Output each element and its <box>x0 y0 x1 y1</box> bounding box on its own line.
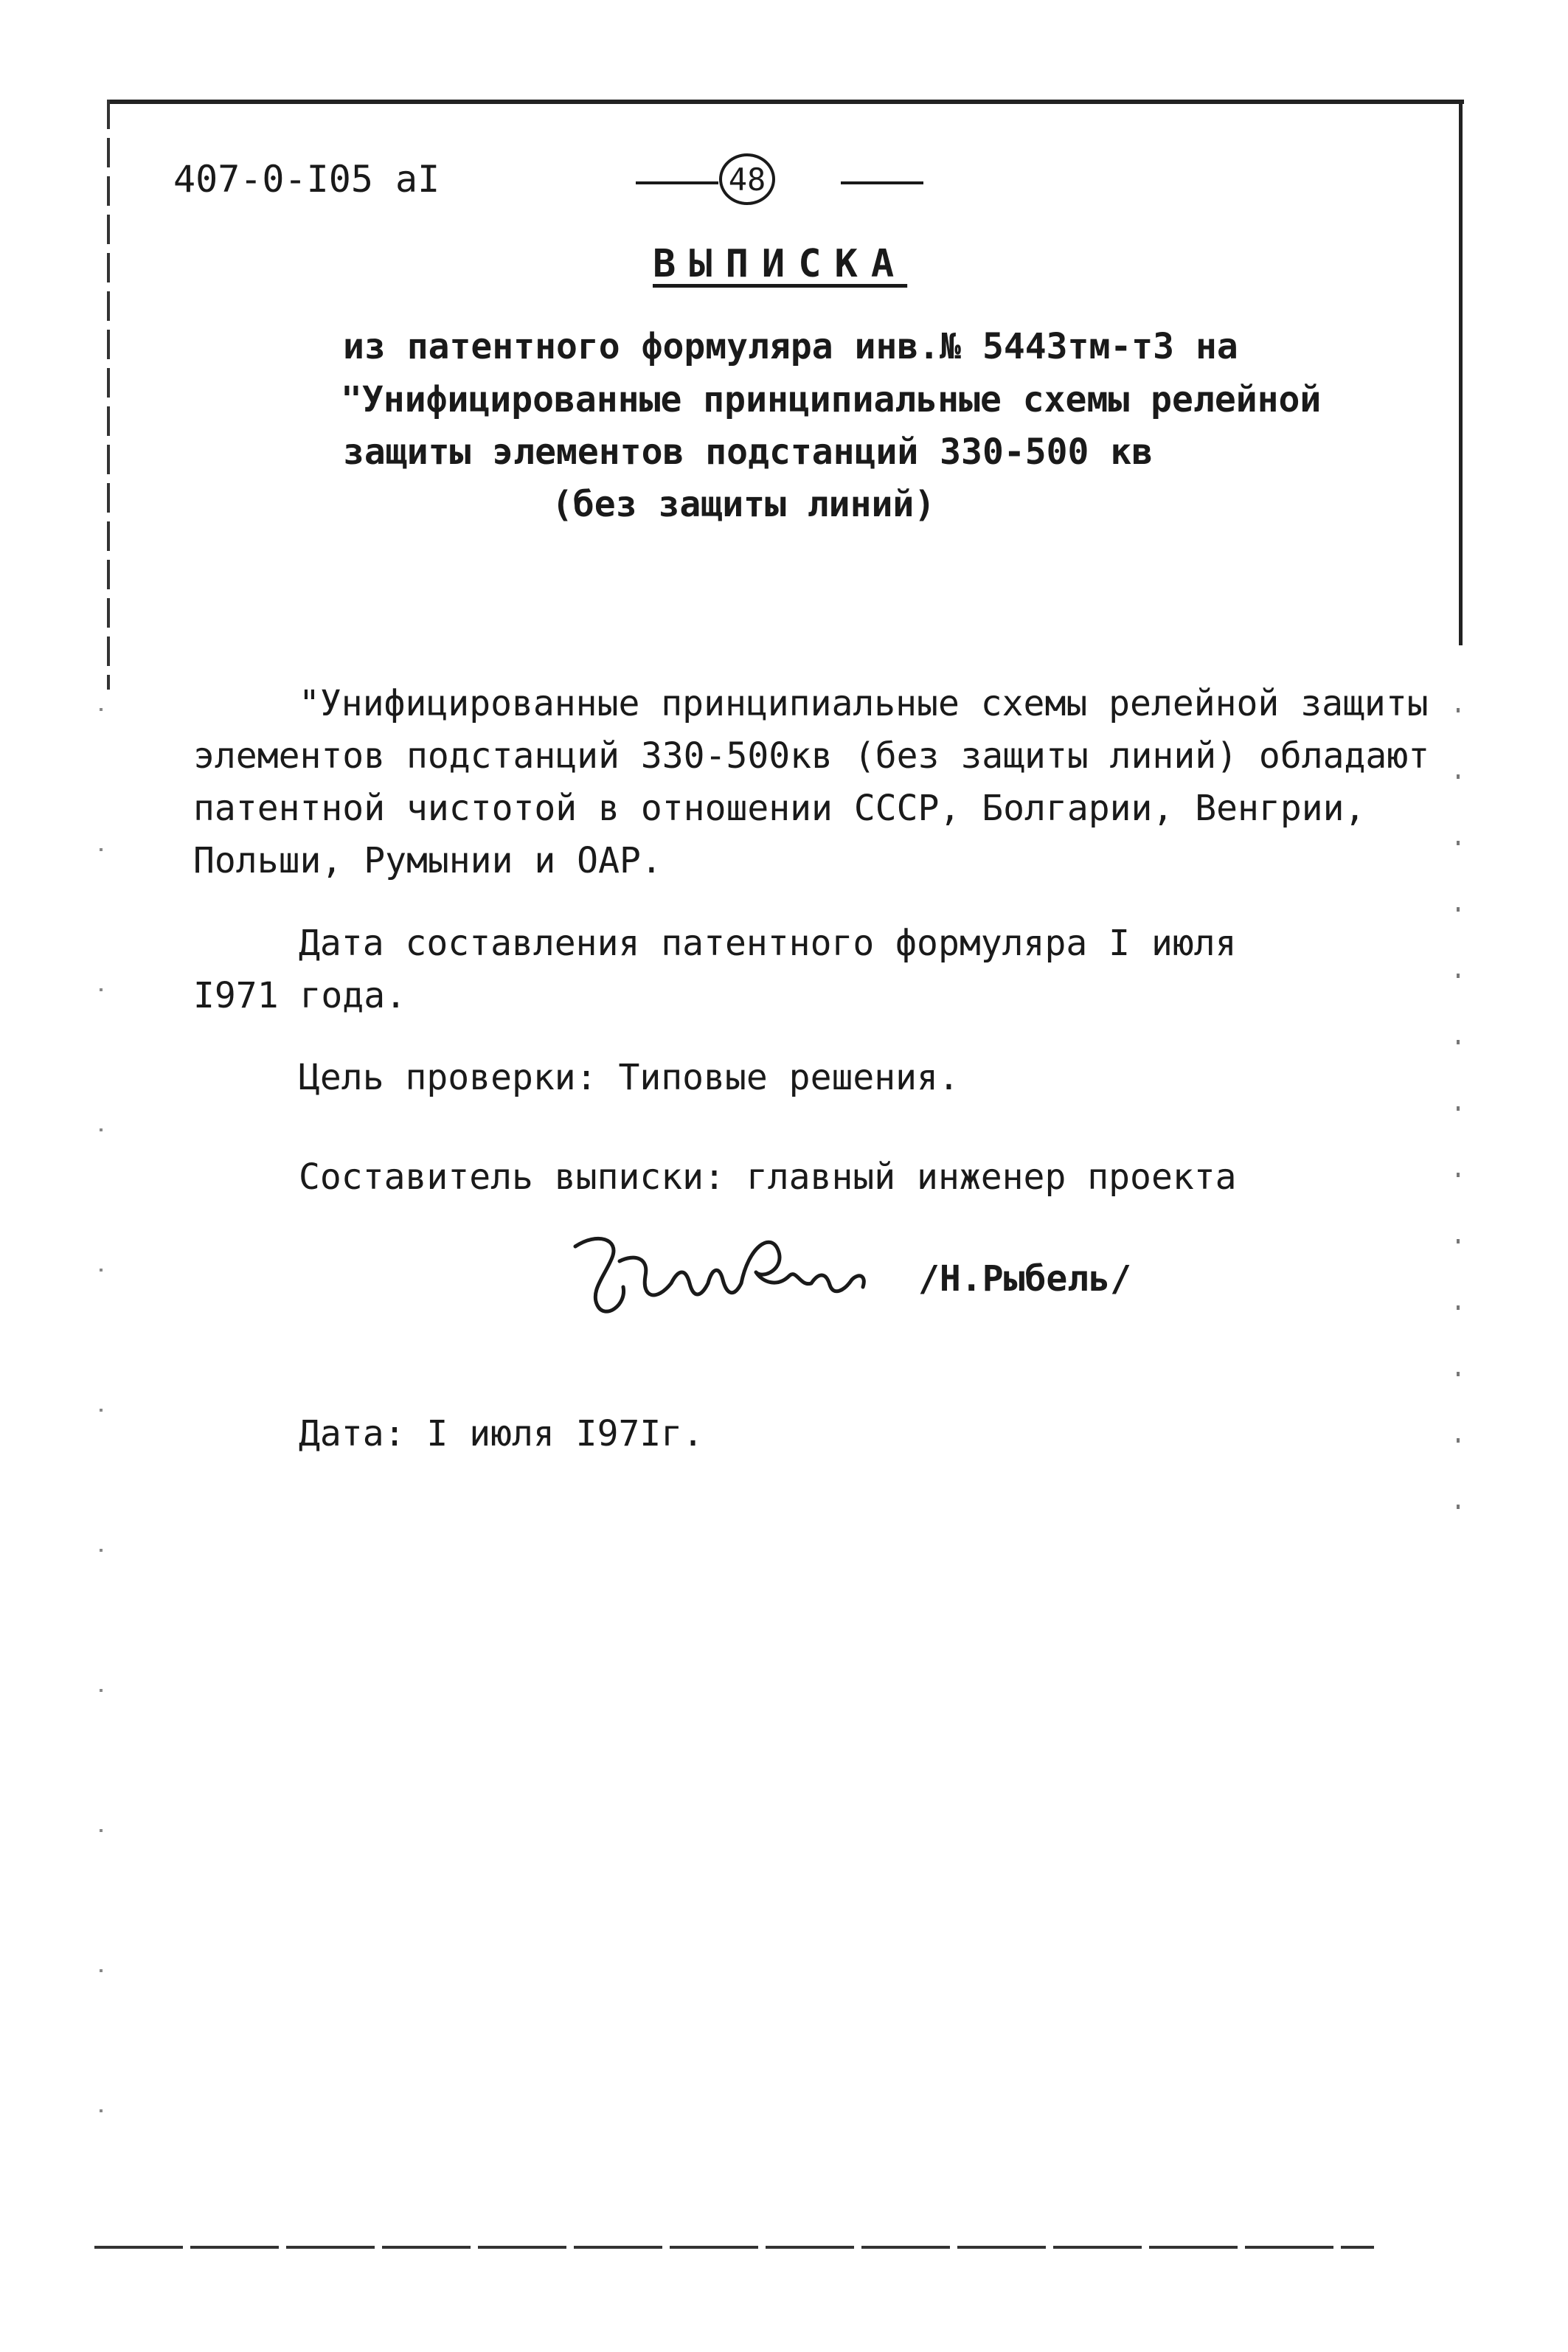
compile-date-line-1: Дата составления патентного формуляра I июля <box>299 923 1237 964</box>
purpose-line: Цель проверки: Типовые решения. <box>299 1057 960 1098</box>
margin-dots-left <box>100 708 103 2220</box>
subtitle-line-2: "Унифицированные принципиальные схемы релейной <box>341 379 1322 420</box>
body-line-3: патентной чистотой в отношении СССР, Болгарии, Венгрии, <box>193 788 1366 829</box>
document-number: 407-0-I05 aI <box>173 158 440 201</box>
subtitle-line-1: из патентного формуляра инв.№ 5443тм-т3 на <box>343 326 1238 367</box>
handwritten-signature <box>568 1217 907 1328</box>
signature-name: /Н.Рыбель/ <box>918 1258 1131 1300</box>
frame-left-border <box>107 100 110 690</box>
body-line-2: элементов подстанций 330-500кв (без защиты линий) обладают <box>193 735 1430 777</box>
document-title: ВЫПИСКА <box>653 242 908 286</box>
page-number-dash-left <box>636 181 718 184</box>
page-number: 48 <box>719 153 775 205</box>
page-number-dash-right <box>841 181 923 184</box>
frame-bottom-border <box>94 2246 1374 2249</box>
margin-dots-right <box>1457 708 1460 1519</box>
frame-right-border <box>1459 100 1463 645</box>
subtitle-line-3: защиты элементов подстанций 330-500 кв <box>343 431 1154 473</box>
frame-top-border <box>107 100 1464 104</box>
body-line-4: Польши, Румынии и ОАР. <box>193 840 662 881</box>
compile-date-line-2: I971 года. <box>193 975 406 1016</box>
compiler-line: Составитель выписки: главный инженер проекта <box>299 1156 1237 1198</box>
body-line-1: "Унифицированные принципиальные схемы релейной защиты <box>299 683 1429 724</box>
date-line: Дата: I июля I97Iг. <box>299 1413 704 1454</box>
subtitle-line-4: (без защиты линий) <box>552 484 936 525</box>
